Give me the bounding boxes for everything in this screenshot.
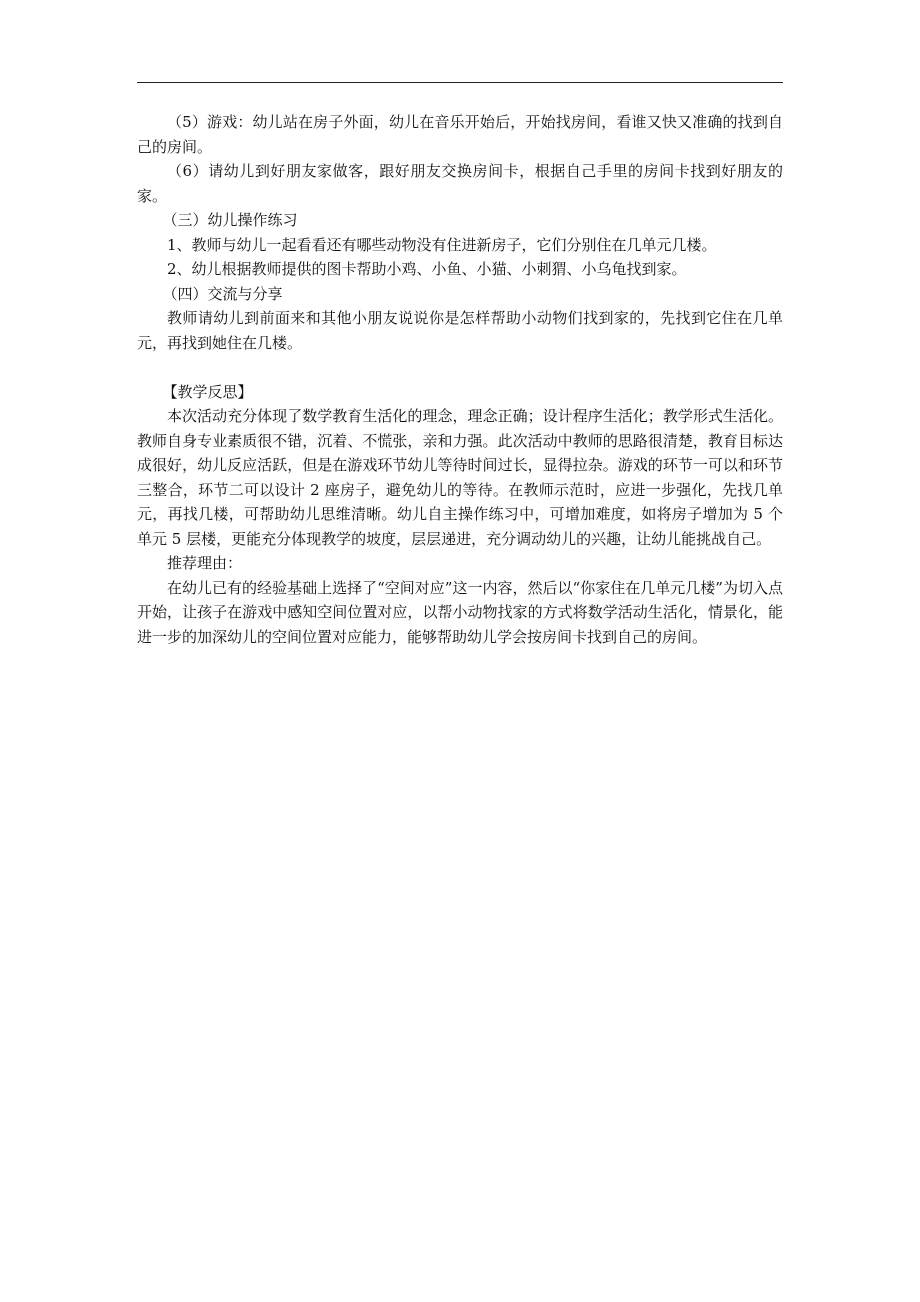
section-heading-practice: （三）幼儿操作练习 bbox=[162, 211, 298, 229]
reflection-body: 本次活动充分体现了数学教育生活化的理念，理念正确；设计程序生活化；教学形式生活化。教师自身专业素质很不错，沉着、不慌张，亲和力强。此次活动中教师的思路很清楚，教育目标达成很好，幼儿反应活跃，但是在游戏环节幼儿等待时间过长，显得拉杂。游戏的环节一可以和环节三整合，环节二可以设计 2 座房子，避免幼儿的等待。在教师示范时，应进一步强化，先找几单元，再找几楼，可帮助幼儿思维清晰。幼儿自主操作练习中，可增加难度，如将房子增加为 5 个单元 5 层楼，更能充分体现教学的坡度，层层递进，充分调动幼儿的兴趣，让幼儿能挑战自己。 bbox=[137, 407, 783, 548]
paragraph-practice-2: 2、幼儿根据教师提供的图卡帮助小鸡、小鱼、小猫、小刺猬、小乌龟找到家。 bbox=[167, 260, 687, 278]
header-rule bbox=[137, 82, 783, 83]
blank-line bbox=[137, 355, 783, 380]
paragraph-visit-friend: （6）请幼儿到好朋友家做客，跟好朋友交换房间卡，根据自己手里的房间卡找到好朋友的家。 bbox=[137, 162, 783, 205]
paragraph-practice-1: 1、教师与幼儿一起看看还有哪些动物没有住进新房子，它们分别住在几单元几楼。 bbox=[167, 235, 717, 254]
recommendation-heading: 推荐理由： bbox=[167, 554, 243, 572]
reflection-heading: 【教学反思】 bbox=[162, 382, 253, 401]
paragraph-game: （5）游戏：幼儿站在房子外面，幼儿在音乐开始后，开始找房间，看谁又快又准确的找到自己的房间。 bbox=[137, 113, 783, 156]
section-heading-sharing: （四）交流与分享 bbox=[162, 284, 283, 303]
recommendation-body: 在幼儿已有的经验基础上选择了“空间对应”这一内容，然后以“你家住在几单元几楼”为切入点开始，让孩子在游戏中感知空间位置对应，以帮小动物找家的方式将数学活动生活化，情景化，能进一步的加深幼儿的空间位置对应能力，能够帮助幼儿学会按房间卡找到自己的房间。 bbox=[137, 578, 783, 646]
document-body bbox=[137, 110, 783, 649]
paragraph-sharing: 教师请幼儿到前面来和其他小朋友说说你是怎样帮助小动物们找到家的，先找到它住在几单元，再找到她住在几楼。 bbox=[137, 309, 783, 352]
